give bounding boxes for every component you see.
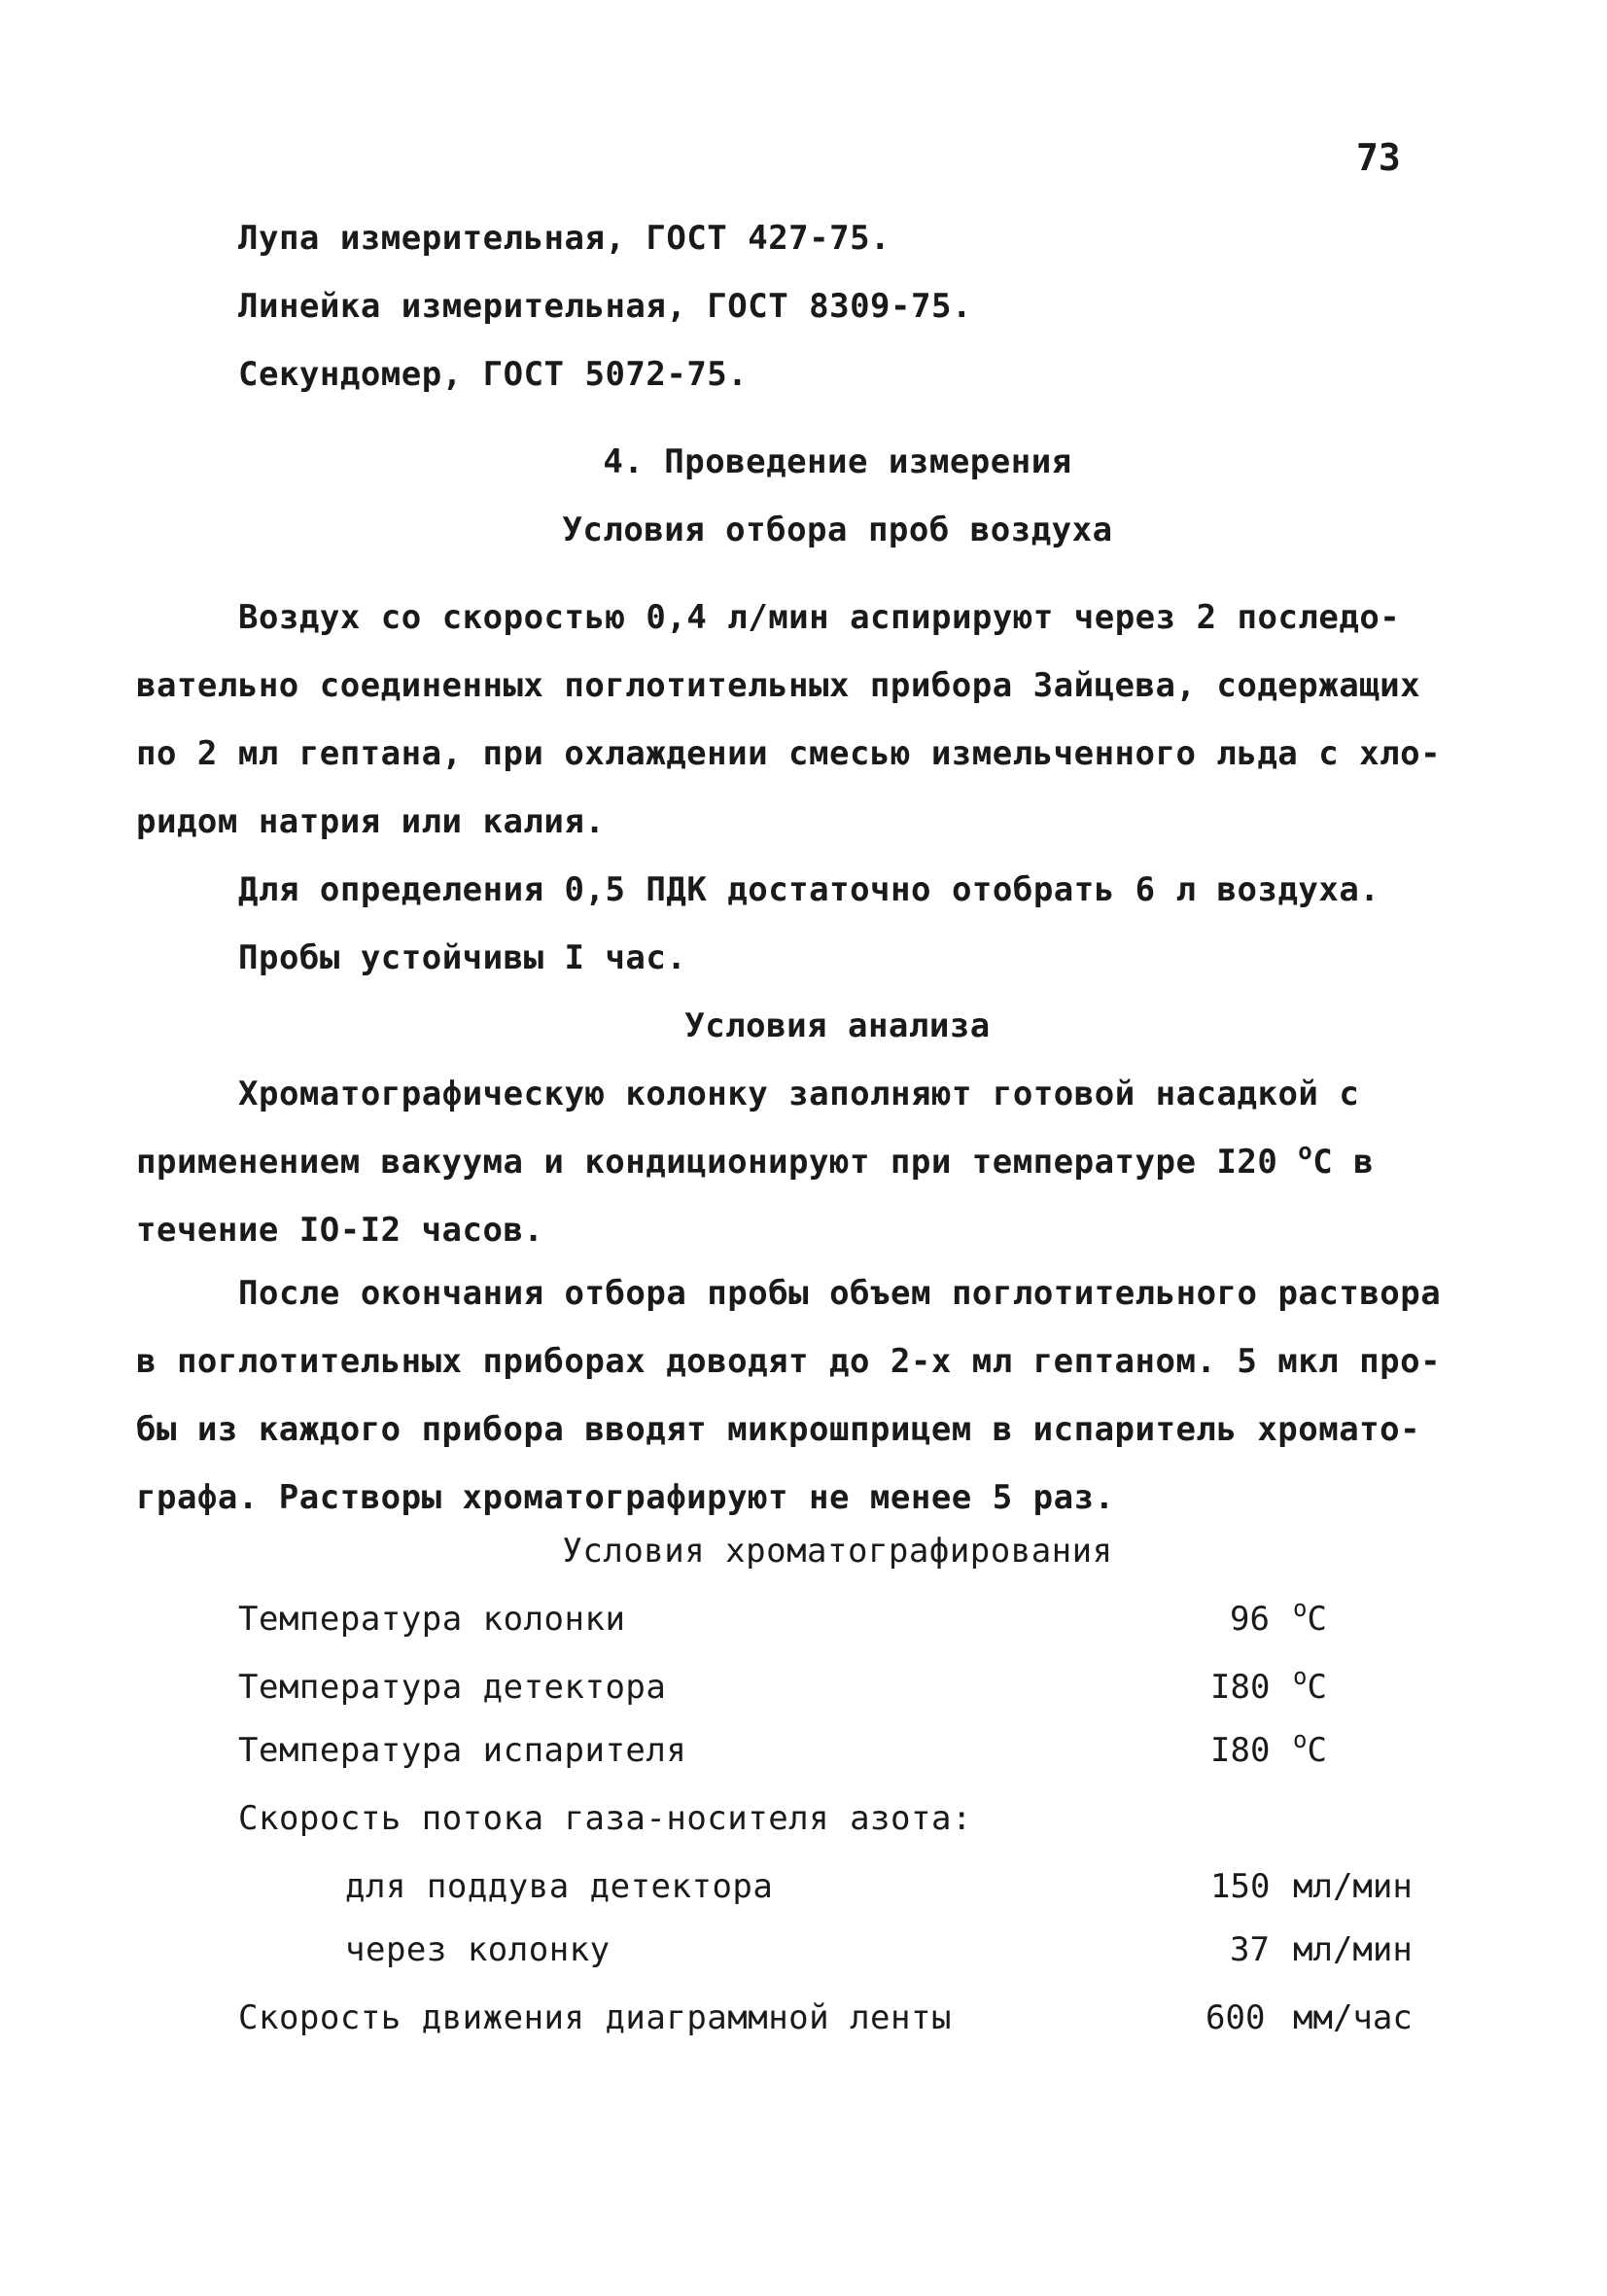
column-prep-line: течение IO-I2 часов. (136, 1211, 544, 1250)
flow-title: Скорость потока газа-носителя азота: (238, 1799, 972, 1838)
flow-label: для поддува детектора (345, 1867, 774, 1906)
condition-unit (1293, 1726, 1327, 1770)
condition-label: Температура детектора (238, 1668, 667, 1707)
sampling-line: ридом натрия или калия. (136, 802, 606, 841)
page-number: 73 (1356, 136, 1401, 179)
tape-unit: мм/час (1293, 1998, 1413, 2037)
procedure-line: бы из каждого прибора вводят микрошприцем в испаритель хромато- (136, 1410, 1421, 1449)
section-title: 4. Проведение измерения (603, 442, 1072, 481)
flow-value: 37 (1230, 1930, 1270, 1969)
unit-text: С (1307, 1600, 1327, 1639)
condition-label: Температура испарителя (238, 1731, 687, 1770)
sampling-line: по 2 мл гептана, при охлаждении смесью измельченного льда с хло- (136, 734, 1442, 773)
condition-label: Температура колонки (238, 1600, 626, 1639)
chromatography-title: Условия хроматографирования (562, 1532, 1113, 1571)
sampling-line: вательно соединенных поглотительных прибора Зайцева, содержащих (136, 666, 1421, 705)
column-prep-line: Хроматографическую колонку заполняют готовой насадкой с (238, 1075, 1360, 1113)
flow-unit: мл/мин (1293, 1930, 1413, 1969)
unit-text: С (1307, 1668, 1327, 1707)
analysis-title: Условия анализа (684, 1007, 991, 1045)
procedure-line: графа. Растворы хроматографируют не менее 5 раз. (136, 1478, 1115, 1517)
degree-sign: o (1298, 1138, 1313, 1165)
condition-value: I80 (1210, 1668, 1271, 1707)
flow-value: 150 (1210, 1867, 1271, 1906)
column-prep-line (136, 1138, 1375, 1182)
sampling-line: Воздух со скоростью 0,4 л/мин аспирируют через 2 последо- (238, 598, 1401, 637)
equipment-item: Линейка измерительная, ГОСТ 8309-75. (238, 287, 972, 326)
tape-label: Скорость движения диаграммной ленты (238, 1998, 952, 2037)
equipment-item: Лупа измерительная, ГОСТ 427-75. (238, 219, 891, 258)
procedure-line: в поглотительных приборах доводят до 2-х мл гептаном. 5 мкл про- (136, 1342, 1442, 1381)
degree-sign: o (1293, 1595, 1308, 1622)
degree-sign: o (1293, 1726, 1308, 1753)
equipment-item: Секундомер, ГОСТ 5072-75. (238, 355, 749, 394)
unit-text: С (1307, 1731, 1327, 1770)
column-prep-text: применением вакуума и кондиционируют при температуре I20 (136, 1143, 1299, 1182)
column-prep-text: С в (1312, 1143, 1375, 1182)
procedure-line: После окончания отбора пробы объем поглотительного раствора (238, 1274, 1442, 1313)
sampling-title: Условия отбора проб воздуха (562, 511, 1113, 549)
tape-value: 600 (1205, 1998, 1266, 2037)
degree-sign: o (1293, 1663, 1308, 1690)
sampling-volume: Для определения 0,5 ПДК достаточно отобрать 6 л воздуха. (238, 870, 1380, 909)
condition-value: 96 (1230, 1600, 1270, 1639)
sampling-stability: Пробы устойчивы I час. (238, 938, 687, 977)
condition-unit (1293, 1595, 1327, 1639)
flow-label: через колонку (345, 1930, 611, 1969)
flow-unit: мл/мин (1293, 1867, 1413, 1906)
condition-value: I80 (1210, 1731, 1271, 1770)
condition-unit (1293, 1663, 1327, 1707)
